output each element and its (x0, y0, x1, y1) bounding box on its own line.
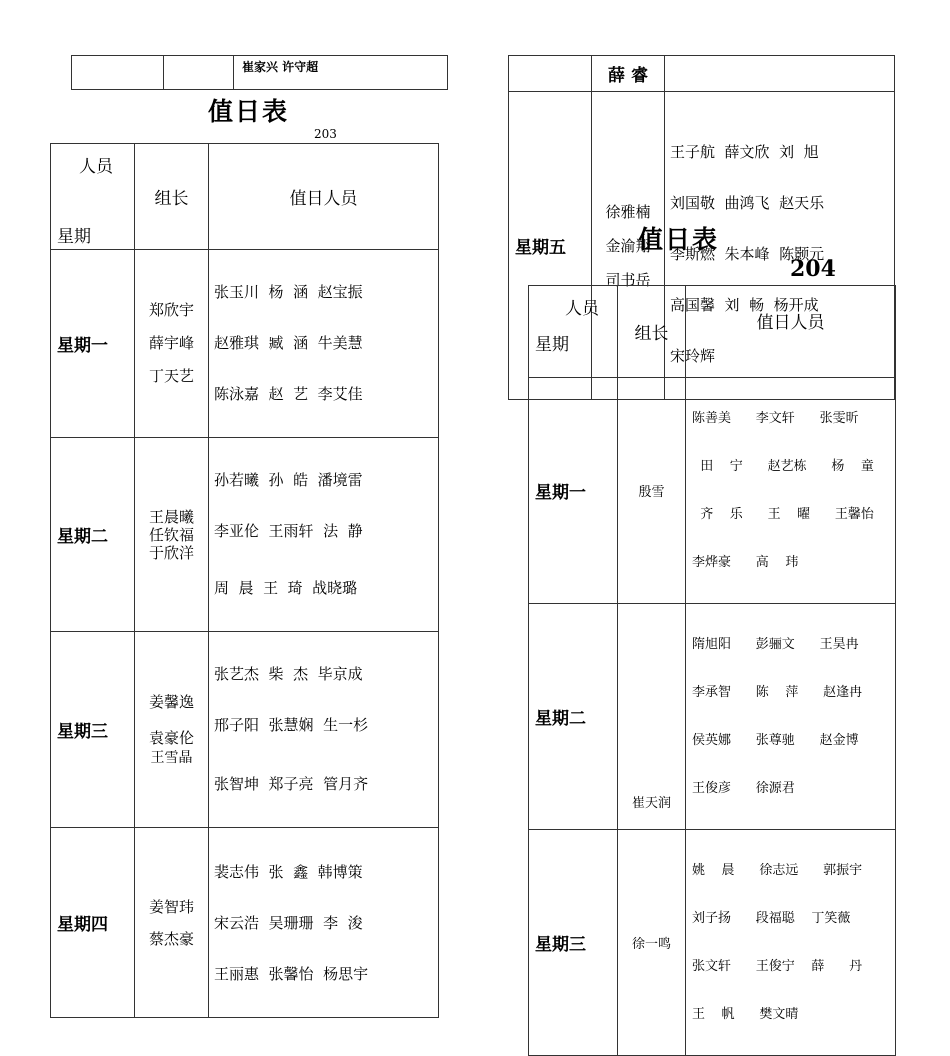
header-person: 人员 (79, 157, 113, 177)
member-line: 王子航 薛文欣 刘 旭 (670, 143, 819, 161)
page-title-204: 值日表 (638, 225, 720, 254)
members-cell (209, 828, 439, 1018)
weekday-cell: 星期三 (529, 830, 618, 1056)
member-line: 陈泳嘉 赵 艺 李艾佳 (214, 385, 363, 403)
member-line: 李烨豪 高 玮 (692, 555, 799, 570)
header-members: 值日人员 (686, 286, 896, 378)
member-line: 孙若曦 孙 皓 潘境雷 (214, 471, 363, 489)
table-row (51, 438, 439, 632)
duty-table-204 (528, 285, 896, 1056)
member-line: 周 晨 王 琦 战晓璐 (214, 579, 358, 597)
header-person: 人员 (565, 299, 599, 319)
header-weekday: 星期 (535, 335, 569, 355)
table-row (529, 604, 896, 830)
table-row (529, 830, 896, 1056)
weekday-cell: 星期三 (51, 632, 135, 828)
table-row (51, 632, 439, 828)
fragment-cell (72, 56, 164, 90)
leader-name: 司书岳 (605, 270, 651, 289)
member-line: 邢子阳 张慧娴 生一杉 (214, 716, 369, 734)
member-line: 宋云浩 吴珊珊 李 浚 (214, 914, 363, 932)
table-row (51, 828, 439, 1018)
room-number-203: 203 (314, 127, 337, 141)
leader-name: 蔡杰豪 (148, 929, 194, 948)
leader-name: 薛宇峰 (148, 334, 194, 352)
member-line: 王丽惠 张馨怡 杨思宇 (214, 965, 369, 983)
weekday-cell: 星期五 (509, 92, 592, 400)
member-line: 王俊彦 徐源君 (692, 781, 795, 796)
member-line: 隋旭阳 彭骊文 王昊冉 (692, 637, 859, 652)
fragment-names: 崔家兴 许守超 (234, 56, 448, 90)
fragment-cell (665, 56, 895, 92)
leader-cell: 崔天润 (618, 604, 686, 830)
leader-name: 姜馨逸 (148, 692, 194, 711)
members-cell (686, 378, 896, 604)
table-row (51, 250, 439, 438)
member-line: 刘国敬 曲鸿飞 赵天乐 (670, 194, 825, 212)
weekday-cell: 星期二 (529, 604, 618, 830)
leader-name: 丁天艺 (148, 367, 194, 385)
header-leader: 组长 (618, 286, 686, 378)
table-row (529, 378, 896, 604)
member-line: 赵雅琪 臧 涵 牛美慧 (214, 334, 363, 352)
fragment-cell (164, 56, 234, 90)
leader-cell (135, 250, 209, 438)
member-line: 高国馨 刘 畅 杨开成 (670, 296, 819, 314)
fragment-leader-header: 薛 睿 (592, 56, 665, 92)
leader-cell (135, 828, 209, 1018)
member-line: 侯英娜 张尊驰 赵金博 (692, 733, 859, 748)
leader-cell (135, 632, 209, 828)
member-line: 田 宁 赵艺栋 杨 童 (692, 459, 874, 474)
top-left-fragment-table (71, 55, 448, 90)
weekday-cell: 星期一 (51, 250, 135, 438)
corner-header (529, 286, 618, 378)
members-cell (209, 250, 439, 438)
leader-name: 金渝翔 (605, 236, 651, 255)
member-line: 宋玲辉 (670, 347, 716, 365)
leader-name: 任钦福 (148, 525, 194, 544)
weekday-cell: 星期二 (51, 438, 135, 632)
leader-cell: 殷雪 (618, 378, 686, 604)
member-line: 齐 乐 王 曜 王馨怡 (692, 507, 874, 522)
header-weekday: 星期 (57, 227, 91, 247)
member-line: 李承智 陈 萍 赵逢冉 (692, 685, 863, 700)
leader-name: 郑欣宇 (148, 301, 194, 319)
page-title-203: 值日表 (208, 97, 290, 126)
member-line: 张智坤 郑子亮 管月齐 (214, 775, 369, 793)
leader-name: 姜智玮 (148, 897, 194, 916)
leader-cell: 徐一鸣 (618, 830, 686, 1056)
member-line: 张文轩 王俊宁 薛 丹 (692, 959, 863, 974)
leader-name: 于欣洋 (148, 543, 194, 562)
leader-cell (135, 438, 209, 632)
member-line: 李斯燃 朱本峰 陈颢元 (670, 245, 825, 263)
duty-table-203 (50, 143, 439, 1018)
member-line: 姚 晨 徐志远 郭振宇 (692, 863, 863, 878)
leader-name: 徐雅楠 (605, 202, 651, 221)
member-line: 张艺杰 柴 杰 毕京成 (214, 665, 363, 683)
header-members: 值日人员 (209, 144, 439, 250)
member-line: 李亚伦 王雨轩 法 静 (214, 522, 363, 540)
fragment-cell (509, 56, 592, 92)
corner-header (51, 144, 135, 250)
member-line: 陈善美 李文轩 张雯昕 (692, 411, 859, 426)
members-cell (209, 632, 439, 828)
weekday-cell: 星期一 (529, 378, 618, 604)
member-line: 张玉川 杨 涵 赵宝振 (214, 283, 363, 301)
member-line: 裴志伟 张 鑫 韩博策 (214, 863, 363, 881)
header-leader: 组长 (135, 144, 209, 250)
member-line: 刘子扬 段福聪 丁笑薇 (692, 911, 851, 926)
member-line: 王 帆 樊文晴 (692, 1007, 799, 1022)
weekday-cell: 星期四 (51, 828, 135, 1018)
members-cell (686, 604, 896, 830)
leader-name: 王雪晶 (150, 749, 193, 766)
leader-name: 袁豪伦 (148, 728, 194, 747)
members-cell (686, 830, 896, 1056)
room-number-204: 204 (790, 256, 836, 282)
members-cell (209, 438, 439, 632)
leader-name: 王晨曦 (148, 507, 194, 526)
